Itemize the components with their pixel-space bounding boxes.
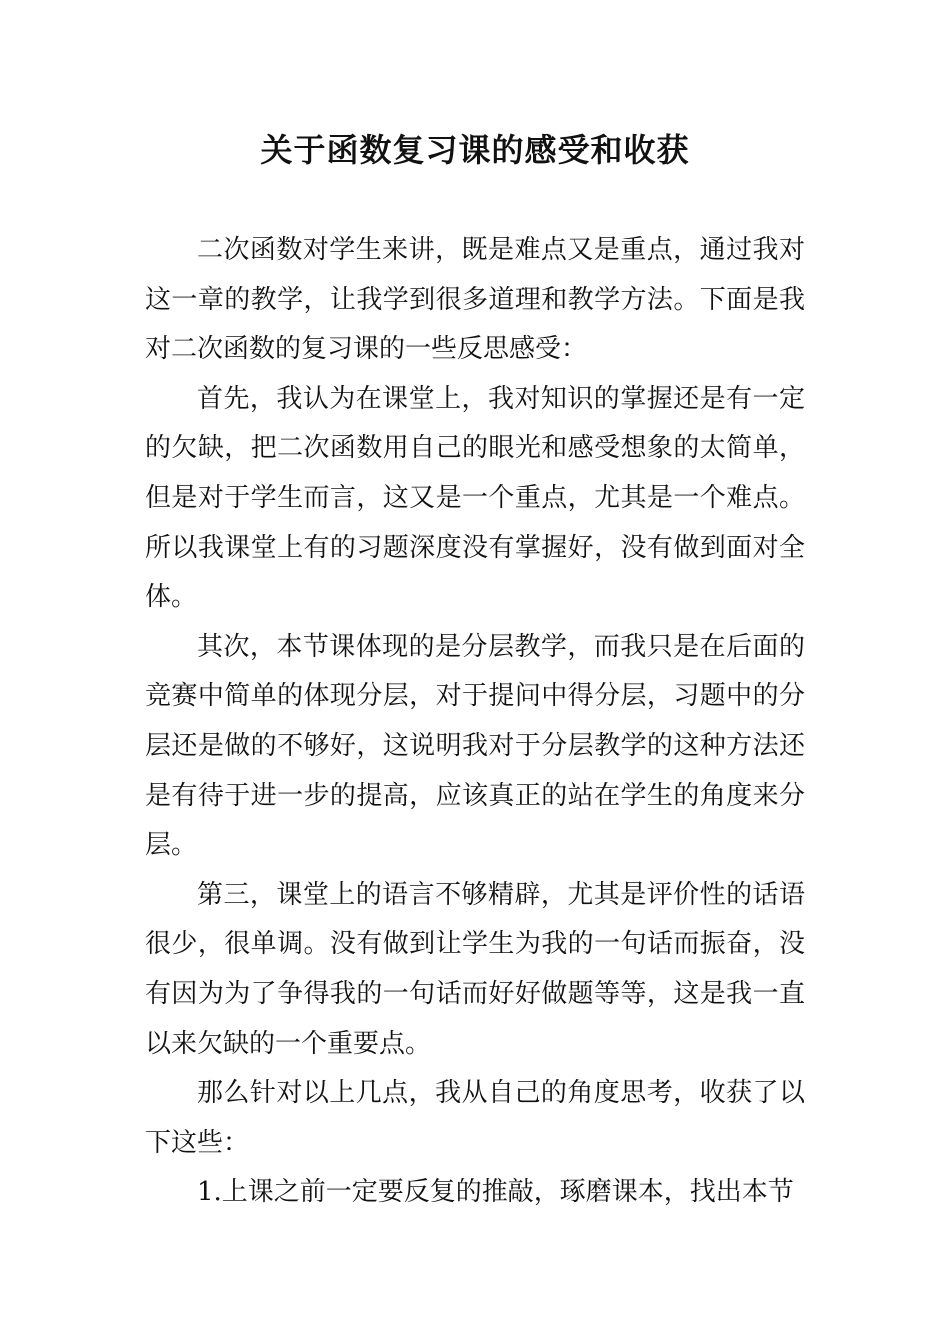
paragraph-2: 首先，我认为在课堂上，我对知识的掌握还是有一定的欠缺，把二次函数用自己的眼光和感受想象的太简单，但是对于学生而言，这又是一个重点，尤其是一个难点。所以我课堂上有的习题深度没有掌握好，没有做到面对全体。 xyxy=(145,383,805,613)
paragraph-6: 1.上课之前一定要反复的推敲，琢磨课本，找出本节 xyxy=(197,1177,794,1208)
paragraph-5: 那么针对以上几点，我从自己的角度思考，收获了以下这些： xyxy=(145,1078,805,1158)
paragraph-4: 第三，课堂上的语言不够精辟，尤其是评价性的话语很少，很单调。没有做到让学生为我的一句话而振奋，没有因为为了争得我的一句话而好好做题等等，这是我一直以来欠缺的一个重要点。 xyxy=(145,879,805,1059)
paragraph-3: 其次，本节课体现的是分层教学，而我只是在后面的竞赛中简单的体现分层，对于提问中得分层，习题中的分层还是做的不够好，这说明我对于分层教学的这种方法还是有待于进一步的提高，应该真正的站在学生的角度来分层。 xyxy=(145,631,805,861)
document-title: 关于函数复习课的感受和收获 xyxy=(260,131,690,169)
paragraph-1: 二次函数对学生来讲，既是难点又是重点，通过我对这一章的教学，让我学到很多道理和教学方法。下面是我对二次函数的复习课的一些反思感受： xyxy=(145,235,805,365)
document-body xyxy=(145,226,805,1218)
